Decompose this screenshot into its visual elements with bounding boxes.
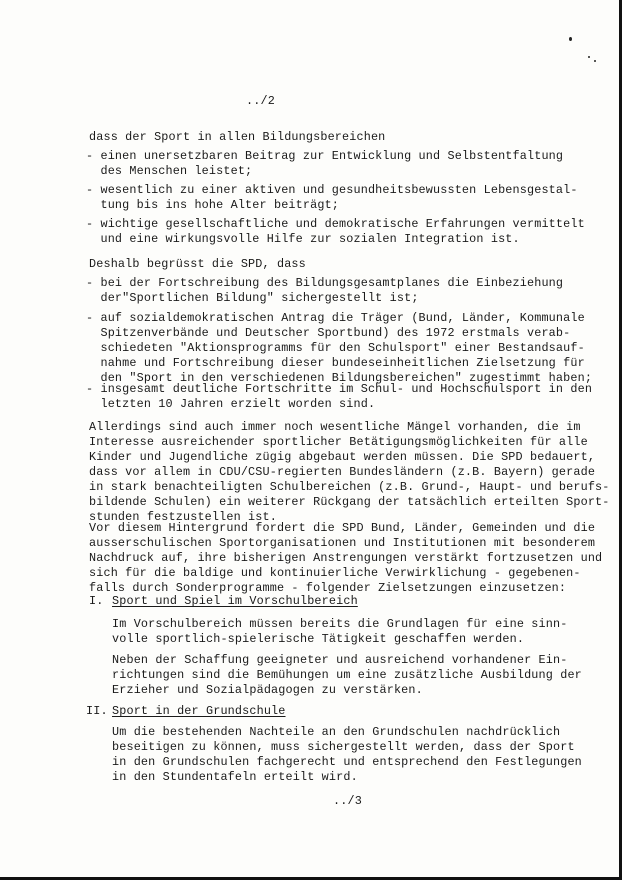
paragraph-line: in stark benachteiligten Schulbereichen (z.B. Grund-, Haupt- und berufs- bbox=[89, 480, 610, 494]
bullet-line: - bei der Fortschreibung des Bildungsgesamtplanes die Einbeziehung bbox=[86, 276, 564, 290]
bullet-line: - auf sozialdemokratischen Antrag die Träger (Bund, Länder, Kommunale bbox=[86, 311, 585, 325]
bullet-line: und eine wirkungsvolle Hilfe zur sozialen Integration ist. bbox=[86, 232, 520, 246]
paragraph-line: falls durch Sonderprogramme - folgender Zielsetzungen einzusetzen: bbox=[89, 581, 567, 595]
bullet-line: schiedeten "Aktionsprogramms für den Schulsport" einer Bestandsauf- bbox=[86, 341, 585, 355]
paragraph-line: beseitigen zu können, muss sichergestellt werden, dass der Sport bbox=[112, 740, 575, 754]
paragraph-line: Allerdings sind auch immer noch wesentliche Mängel vorhanden, die im bbox=[89, 420, 581, 434]
paragraph-line: Um die bestehenden Nachteile an den Grundschulen nachdrücklich bbox=[112, 725, 561, 739]
bullet-line: den "Sport in den verschiedenen Bildungsbereichen" zugestimmt haben; bbox=[86, 371, 593, 385]
scan-speck bbox=[588, 56, 590, 58]
paragraph-line: volle sportlich-spielerische Tätigkeit geschaffen werden. bbox=[112, 632, 525, 646]
scan-speck bbox=[569, 37, 572, 41]
bullet-line: tung bis ins hohe Alter beiträgt; bbox=[86, 198, 340, 212]
intro-text: Deshalb begrüsst die SPD, dass bbox=[89, 257, 306, 271]
bullet-line: der"Sportlichen Bildung" sichergestellt ist; bbox=[86, 291, 419, 305]
intro-text: dass der Sport in allen Bildungsbereichen bbox=[89, 130, 386, 144]
paragraph-line: Interesse ausreichender sportlicher Betätigungsmöglichkeiten für alle bbox=[89, 435, 588, 449]
paragraph-line: in den Stundentafeln erteilt wird. bbox=[112, 770, 358, 784]
section-number: I. bbox=[89, 594, 104, 608]
bullet-line: - einen unersetzbaren Beitrag zur Entwicklung und Selbstentfaltung bbox=[86, 149, 564, 163]
paragraph-line: ausserschulischen Sportorganisationen und Institutionen mit besonderem bbox=[89, 536, 596, 550]
paragraph-line: dass vor allem in CDU/CSU-regierten Bundesländern (z.B. Bayern) gerade bbox=[89, 465, 596, 479]
paragraph-line: Kinder und Jugendliche zügig abgebaut werden müssen. Die SPD bedauert, bbox=[89, 450, 596, 464]
bullet-line: nahme und Fortschreibung dieser bundeseinheitlichen Zielsetzung für bbox=[86, 356, 585, 370]
paragraph-line: Vor diesem Hintergrund fordert die SPD Bund, Länder, Gemeinden und die bbox=[89, 521, 596, 535]
paragraph-line: Neben der Schaffung geeigneter und ausreichend vorhandener Ein- bbox=[112, 653, 568, 667]
bullet-line: - wesentlich zu einer aktiven und gesundheitsbewussten Lebensgestal- bbox=[86, 183, 578, 197]
paragraph-line: Erzieher und Sozialpädagogen zu verstärken. bbox=[112, 683, 423, 697]
section-heading: Sport in der Grundschule bbox=[112, 704, 286, 718]
bullet-line: des Menschen leistet; bbox=[86, 164, 253, 178]
paragraph-line: stunden festzustellen ist. bbox=[89, 510, 277, 524]
bullet-line: Spitzenverbände und Deutscher Sportbund) des 1972 erstmals verab- bbox=[86, 326, 571, 340]
bullet-line: - wichtige gesellschaftliche und demokratische Erfahrungen vermittelt bbox=[86, 217, 585, 231]
paragraph-line: richtungen sind die Bemühungen um eine zusätzliche Ausbildung der bbox=[112, 668, 582, 682]
section-number: II. bbox=[86, 704, 108, 718]
page-ref-footer: ../3 bbox=[333, 794, 362, 808]
paragraph-line: in den Grundschulen fachgerecht und entsprechend den Festlegungen bbox=[112, 755, 582, 769]
page-ref-header: ../2 bbox=[246, 94, 275, 108]
paragraph-line: Im Vorschulbereich müssen bereits die Grundlagen für eine sinn- bbox=[112, 617, 568, 631]
paragraph-line: bildende Schulen) ein weiterer Rückgang der tatsächlich erteilten Sport- bbox=[89, 495, 610, 509]
paragraph-line: Nachdruck auf, ihre bisherigen Anstrengungen verstärkt fortzusetzen und bbox=[89, 551, 603, 565]
paragraph-line: sich für die baldige und kontinuierliche Verwirklichung - gegebenen- bbox=[89, 566, 581, 580]
section-heading: Sport und Spiel im Vorschulbereich bbox=[112, 594, 358, 608]
scan-speck bbox=[594, 60, 596, 62]
bullet-line: - insgesamt deutliche Fortschritte im Schul- und Hochschulsport in den bbox=[86, 382, 593, 396]
bullet-line: letzten 10 Jahren erzielt worden sind. bbox=[86, 397, 376, 411]
